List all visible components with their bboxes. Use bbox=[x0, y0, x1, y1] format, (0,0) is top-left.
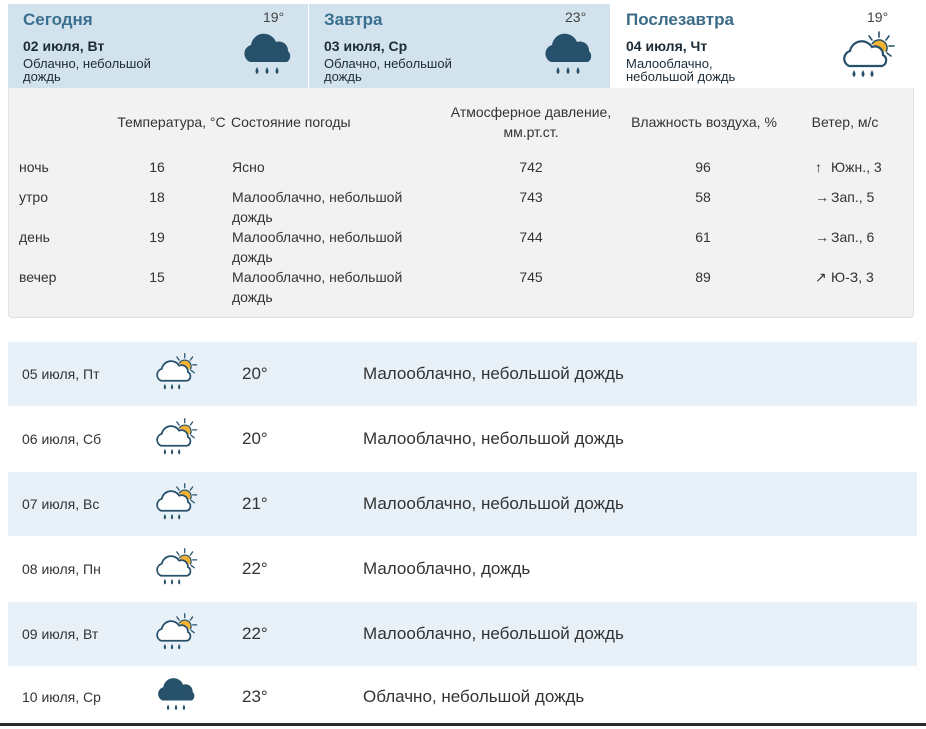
sun-cloud-rain-icon bbox=[839, 28, 897, 82]
day-description: Малооблачно, небольшой дождь bbox=[363, 624, 624, 643]
row-pressure: 743 bbox=[519, 189, 543, 205]
row-period: утро bbox=[19, 189, 48, 205]
tab-today[interactable] bbox=[8, 4, 308, 88]
day-date: 07 июля, Вс bbox=[22, 496, 100, 512]
arrow-right-icon: → bbox=[815, 229, 829, 245]
cloud-rain-icon bbox=[153, 673, 199, 717]
header-pressure: Атмосферное давление, мм.рт.ст. bbox=[450, 104, 612, 140]
row-pressure: 745 bbox=[519, 269, 543, 285]
row-humidity: 58 bbox=[695, 189, 711, 205]
tab-date: 02 июля, Вт bbox=[23, 38, 105, 54]
sun-cloud-rain-icon bbox=[153, 415, 199, 459]
row-weather-state: Малооблачно, небольшой дождь bbox=[232, 189, 403, 225]
day-temperature: 20° bbox=[242, 429, 268, 448]
wind-value: Зап., 5 bbox=[831, 189, 875, 205]
header-humidity: Влажность воздуха, % bbox=[631, 114, 777, 130]
day-description: Малооблачно, небольшой дождь bbox=[363, 364, 624, 383]
tab-date: 03 июля, Ср bbox=[324, 38, 408, 54]
row-wind bbox=[815, 227, 874, 247]
day-description: Облачно, небольшой дождь bbox=[363, 687, 585, 706]
wind-value: Ю-З, 3 bbox=[831, 269, 874, 285]
day-date: 10 июля, Ср bbox=[22, 689, 101, 705]
forecast-tabs bbox=[8, 4, 914, 88]
day-date: 09 июля, Вт bbox=[22, 626, 99, 642]
list-item[interactable] bbox=[8, 472, 917, 536]
row-humidity: 61 bbox=[695, 229, 711, 245]
tab-title: Послезавтра bbox=[626, 10, 734, 29]
row-period: вечер bbox=[19, 269, 57, 285]
day-temperature: 21° bbox=[242, 494, 268, 513]
day-description: Малооблачно, небольшой дождь bbox=[363, 494, 624, 513]
row-period: ночь bbox=[19, 159, 49, 175]
row-humidity: 96 bbox=[695, 159, 711, 175]
row-wind bbox=[815, 187, 874, 207]
tab-description: Облачно, небольшой дождь bbox=[23, 56, 151, 84]
sun-cloud-rain-icon bbox=[153, 545, 199, 589]
day-temperature: 22° bbox=[242, 624, 268, 643]
cloud-rain-icon bbox=[238, 28, 296, 82]
row-pressure: 742 bbox=[519, 159, 543, 175]
tab-day-after-tomorrow[interactable] bbox=[611, 4, 914, 88]
sun-cloud-rain-icon bbox=[153, 480, 199, 524]
row-period: день bbox=[19, 229, 50, 245]
day-temperature: 20° bbox=[242, 364, 268, 383]
row-temperature: 15 bbox=[149, 269, 165, 285]
arrow-up-right-icon: ↗ bbox=[815, 269, 827, 285]
tab-tomorrow[interactable] bbox=[309, 4, 610, 88]
tab-temperature: 19° bbox=[867, 9, 889, 25]
tab-temperature: 19° bbox=[263, 9, 285, 25]
arrow-right-icon: → bbox=[815, 189, 829, 205]
header-temperature: Температура, °С bbox=[117, 114, 226, 130]
day-temperature: 22° bbox=[242, 559, 268, 578]
tab-title: Сегодня bbox=[23, 10, 93, 29]
list-item[interactable] bbox=[8, 537, 917, 601]
arrow-up-icon: ↑ bbox=[815, 159, 822, 175]
row-pressure: 744 bbox=[519, 229, 543, 245]
row-temperature: 16 bbox=[149, 159, 165, 175]
tab-temperature: 23° bbox=[565, 9, 587, 25]
row-weather-state: Малооблачно, небольшой дождь bbox=[232, 229, 403, 265]
wind-value: Зап., 6 bbox=[831, 229, 875, 245]
cloud-rain-icon bbox=[539, 28, 597, 82]
row-wind bbox=[815, 157, 882, 177]
row-weather-state: Ясно bbox=[232, 159, 265, 175]
row-temperature: 18 bbox=[149, 189, 165, 205]
wind-value: Южн., 3 bbox=[831, 159, 882, 175]
sun-cloud-rain-icon bbox=[153, 610, 199, 654]
day-date: 05 июля, Пт bbox=[22, 366, 100, 382]
row-humidity: 89 bbox=[695, 269, 711, 285]
detail-table bbox=[8, 88, 914, 318]
day-date: 06 июля, Сб bbox=[22, 431, 102, 447]
tab-date: 04 июля, Чт bbox=[626, 38, 708, 54]
header-weather-state: Состояние погоды bbox=[231, 114, 351, 130]
day-description: Малооблачно, небольшой дождь bbox=[363, 429, 624, 448]
list-item[interactable] bbox=[8, 665, 917, 729]
row-weather-state: Малооблачно, небольшой дождь bbox=[232, 269, 403, 305]
list-item[interactable] bbox=[8, 342, 917, 406]
header-wind: Ветер, м/с bbox=[811, 114, 879, 130]
row-temperature: 19 bbox=[149, 229, 165, 245]
tab-title: Завтра bbox=[324, 10, 383, 29]
day-temperature: 23° bbox=[242, 687, 268, 706]
day-description: Малооблачно, дождь bbox=[363, 559, 531, 578]
row-wind bbox=[815, 267, 874, 287]
day-date: 08 июля, Пн bbox=[22, 561, 101, 577]
list-item[interactable] bbox=[8, 407, 917, 471]
tab-description: Облачно, небольшой дождь bbox=[324, 56, 452, 84]
tab-description: Малооблачно, небольшой дождь bbox=[626, 56, 736, 84]
list-item[interactable] bbox=[8, 602, 917, 666]
sun-cloud-rain-icon bbox=[153, 350, 199, 394]
